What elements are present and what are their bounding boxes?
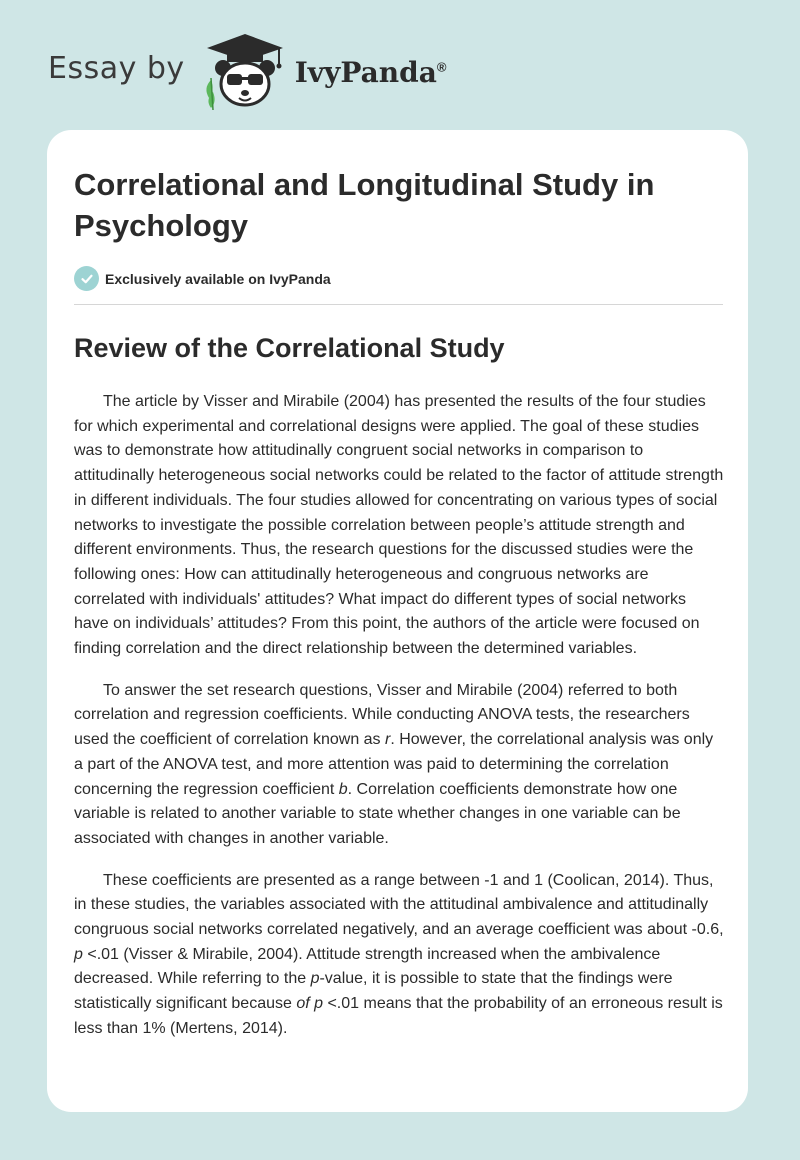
paragraph-2: To answer the set research questions, Visser and Mirabile (2004) referred to both correlation and regression coefficients. While conducting ANOVA tests, the researchers used the coefficient of correlation known as r. However, the correlational analysis was only a part of the ANOVA test, and more attention was paid to determining the correlation concerning the regression coefficient b. Correlation coefficients demonstrate how one variable is related to another variable to state whether changes in one variable can be associated with changes in another variable. (74, 681, 714, 847)
paragraph-1: The article by Visser and Mirabile (2004) has presented the results of the four studies for which experimental and correlational designs were applied. The goal of these studies was to demonstrate how attitudinally congruent social networks in comparison to attitudinally heterogeneous social networks could be related to the factor of attitude strength in different individuals. The four studies allowed for concentrating on various types of social networks to investigate the possible correlation between people’s attitude strength and different environments. Thus, the research questions for the discussed studies were the following ones: How can attitudinally heterogeneous and congruous networks are correlated with individuals' attitudes? What impact do different types of social networks have on individuals’ attitudes? From this point, the authors of the article were focused on finding correlation and the direct relationship between the determined variables. (74, 393, 724, 658)
check-circle-icon (74, 266, 99, 291)
article-card (47, 130, 748, 1112)
section-heading: Review of the Correlational Study (74, 333, 505, 363)
panda-graduate-icon (199, 30, 291, 110)
brand-wordmark: IvyPanda® (294, 55, 447, 89)
essay-by-label: Essay by (48, 50, 185, 86)
site-header-logo[interactable] (48, 30, 446, 110)
article-title: Correlational and Longitudinal Study in Psychology (74, 167, 655, 243)
paragraph-3: These coefficients are presented as a range between -1 and 1 (Coolican, 2014). Thus, in these studies, the variables associated with the attitudinal ambivalence and attitudinally congruous social networks correlated negatively, and an average coefficient was about -0.6, p <.01 (Visser & Mirabile, 2004). Attitude strength increased when the ambivalence decreased. While referring to the p-value, it is possible to state that the findings were statistically significant because of p <.01 means that the probability of an erroneous result is less than 1% (Mertens, 2014). (74, 871, 724, 1037)
exclusive-badge (74, 266, 721, 291)
exclusive-badge-label: Exclusively available on IvyPanda (105, 270, 331, 287)
title-divider (74, 304, 723, 305)
